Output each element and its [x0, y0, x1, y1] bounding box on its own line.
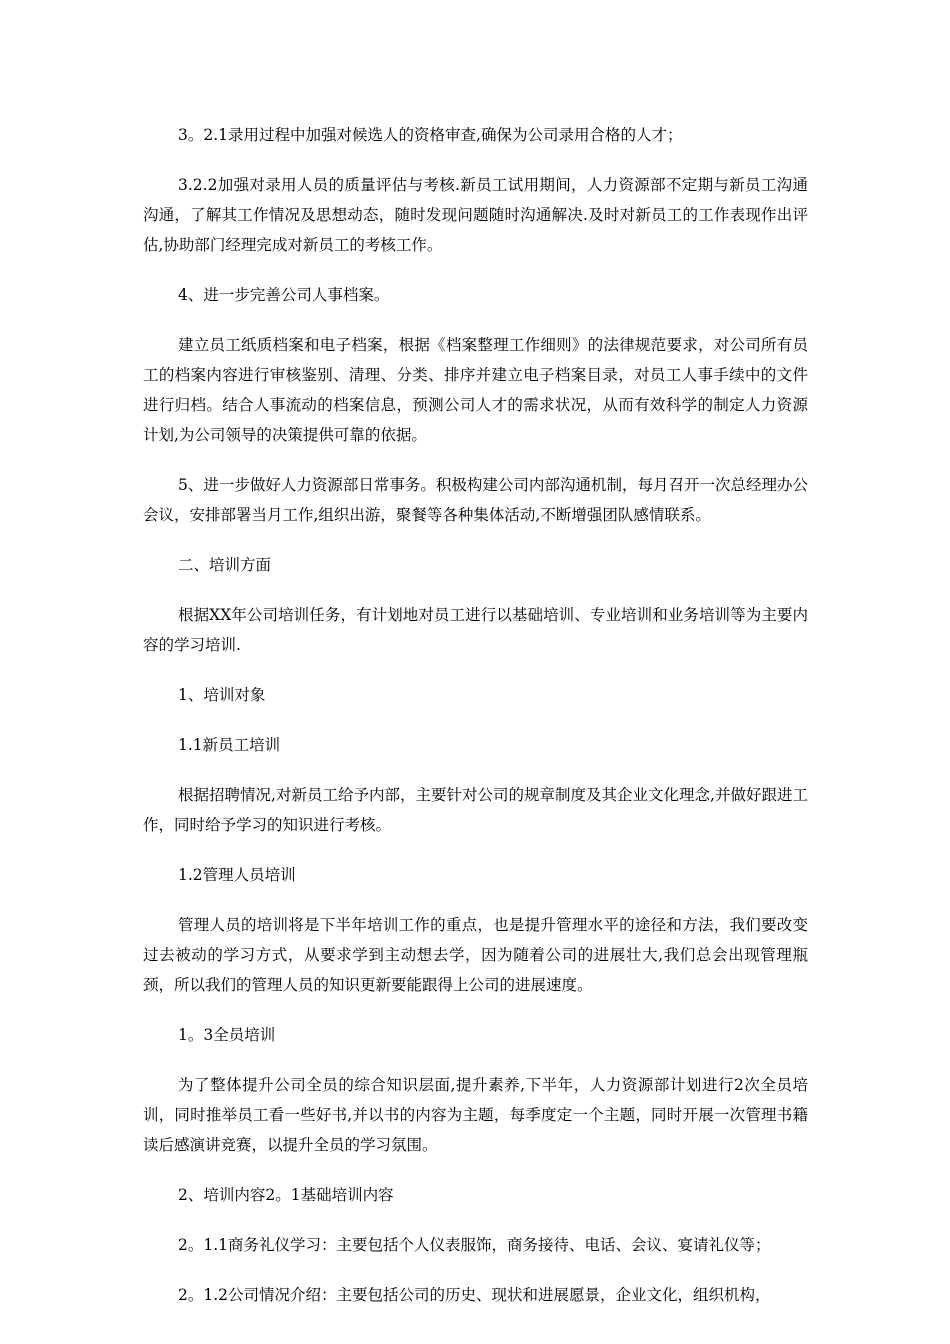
paragraph-3-2-1: 3。2.1录用过程中加强对候选人的资格审查,确保为公司录用合格的人才；: [178, 126, 683, 144]
subheading-1-3: 1。3全员培训: [178, 1026, 276, 1044]
paragraph-3-2-2: 3.2.2加强对录用人员的质量评估与考核.新员工试用期间，人力资源部不定期与新员工沟通沟通，了解其工作情况及思想动态，随时发现问题随时沟通解决.及时对新员工的工作表现作出评估,协助部门经理完成对新员工的考核工作。: [143, 176, 808, 254]
subheading-1-1: 1.1新员工培训: [178, 736, 281, 754]
section-heading-training: 二、培训方面: [178, 556, 272, 574]
paragraph-management: 管理人员的培训将是下半年培训工作的重点，也是提升管理水平的途径和方法，我们要改变过去被动的学习方式，从要求学到主动想去学，因为随着公司的进展壮大,我们总会出现管理瓶颈，所以我们的管理人员的知识更新要能跟得上公司的进展速度。: [143, 916, 808, 994]
subheading-training-content: 2、培训内容2。1基础培训内容: [178, 1186, 394, 1204]
paragraph-training-intro: 根据XX年公司培训任务，有计划地对员工进行以基础培训、专业培训和业务培训等为主要内容的学习培训.: [143, 606, 808, 654]
paragraph-archives: 建立员工纸质档案和电子档案，根据《档案整理工作细则》的法律规范要求，对公司所有员工的档案内容进行审核鉴别、清理、分类、排序并建立电子档案目录，对员工人事手续中的文件进行归档。结合人事流动的档案信息，预测公司人才的需求状况，从而有效科学的制定人力资源计划,为公司领导的决策提供可靠的依据。: [143, 336, 808, 444]
paragraph-new-employee: 根据招聘情况,对新员工给予内部，主要针对公司的规章制度及其企业文化理念,并做好跟进工作，同时给予学习的知识进行考核。: [143, 786, 808, 834]
paragraph-heading-5: 5、进一步做好人力资源部日常事务。积极构建公司内部沟通机制，每月召开一次总经理办公会议，安排部署当月工作,组织出游，聚餐等各种集体活动,不断增强团队感情联系。: [143, 476, 808, 524]
subheading-training-targets: 1、培训对象: [178, 686, 266, 704]
paragraph-all-staff: 为了整体提升公司全员的综合知识层面,提升素养,下半年，人力资源部计划进行2次全员培训，同时推举员工看一些好书,并以书的内容为主题，每季度定一个主题，同时开展一次管理书籍读后感演讲竞赛，以提升全员的学习氛围。: [143, 1076, 808, 1154]
subheading-1-2: 1.2管理人员培训: [178, 866, 296, 884]
document-body: [143, 120, 808, 1330]
paragraph-2-1-1: 2。1.1商务礼仪学习：主要包括个人仪表服饰，商务接待、电话、会议、宴请礼仪等；: [178, 1236, 771, 1254]
paragraph-2-1-2: 2。1.2公司情况介绍：主要包括公司的历史、现状和进展愿景，企业文化，组织机构，: [178, 1286, 771, 1304]
paragraph-heading-4: 4、进一步完善公司人事档案。: [178, 286, 390, 304]
